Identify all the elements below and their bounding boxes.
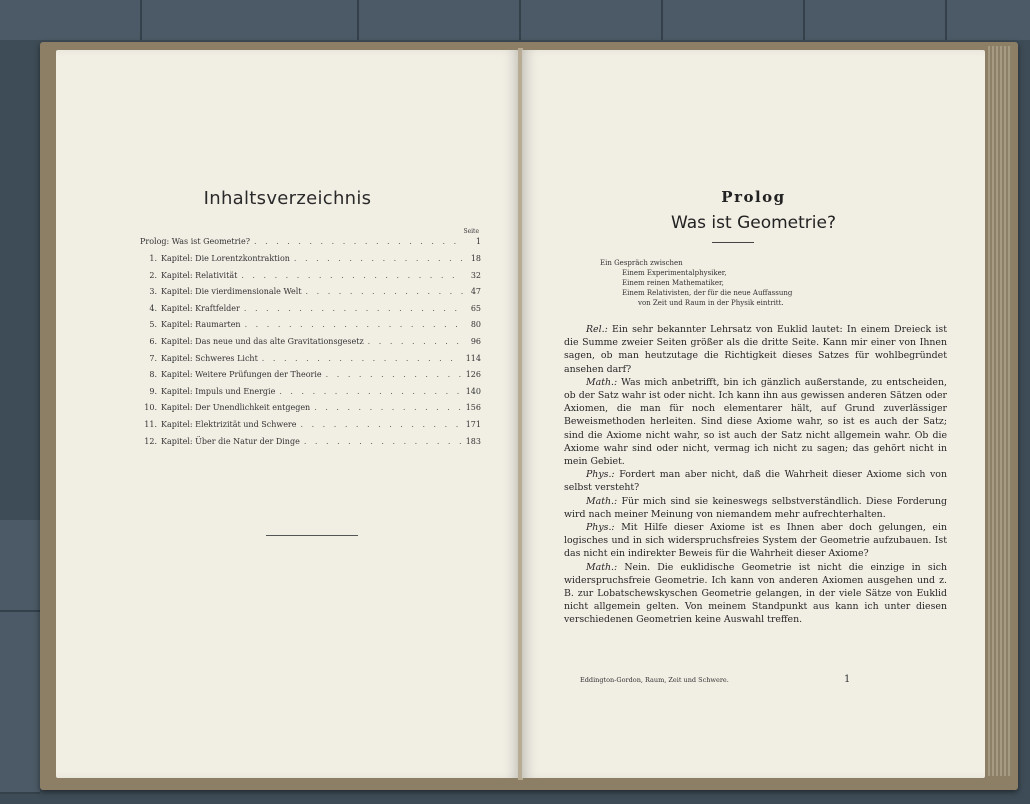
paragraph-text: Ein sehr bekannter Lehrsatz von Euklid lautet: In einem Dreieck ist die Summe zweier Seiten größer als die dritte Seite. Kann mir einer von Ihnen sagen, ob man heutzutage die Richtigkeit dieses Satzes für wohlbegründet ansehen darf? xyxy=(564,324,948,375)
toc-leader-dots xyxy=(304,437,462,446)
toc-row xyxy=(140,420,481,437)
toc-num: 5. xyxy=(149,320,157,330)
toc-page: 80 xyxy=(470,320,481,330)
toc-row xyxy=(140,271,481,288)
toc-num: 8. xyxy=(149,370,157,380)
toc-page: 65 xyxy=(470,303,481,313)
toc-leader-dots xyxy=(306,287,463,296)
toc-row xyxy=(140,320,481,337)
page-edges xyxy=(988,46,1012,776)
participant-line: Einem Experimentalphysiker, xyxy=(622,269,727,277)
paragraph-text: Nein. Die euklidische Geometrie ist nicht die einzige in sich widerspruchsfreie Geometrie. Ich kann von anderen Axiomen ausgehen und z. B. zur Lobatschewskyschen Geometrie gelangen, in der viele Sätze von Euklid nicht allgemein gelten. Von meinem Standpunkt aus kann ich unter diesen verschiedenen Geometrien keine Auswahl treffen. xyxy=(564,561,947,626)
dialog-body xyxy=(564,323,947,627)
toc-label: Kapitel: Der Unendlichkeit entgegen xyxy=(161,403,311,413)
prolog-heading: Prolog xyxy=(721,188,786,206)
toc-page: 126 xyxy=(465,370,481,380)
toc-leader-dots xyxy=(241,271,463,280)
speaker-label: Math.: xyxy=(586,561,618,573)
toc-leader-dots xyxy=(244,304,463,313)
toc-num: 10. xyxy=(144,403,157,413)
background-tile xyxy=(947,0,1030,40)
dialog-paragraph xyxy=(564,561,947,627)
chapter-title: Was ist Geometrie? xyxy=(671,213,836,233)
toc-leader-dots xyxy=(368,337,463,346)
toc-row xyxy=(140,387,481,404)
toc-page: 140 xyxy=(465,386,481,396)
toc-leader-dots xyxy=(326,370,462,379)
toc-page: 156 xyxy=(465,403,481,413)
paragraph-text: Was mich anbetrifft, bin ich gänzlich außerstande, zu entscheiden, ob der Satz wahr ist oder nicht. Ich kann ihn aus gewissen anderen Sätzen oder Axiomen, die man für noch elementarer hält, auf Grund zuverlässiger Beweismethoden herleiten. Sind diese Axiome wahr, so ist es auch der Satz; sind die Axiome nicht wahr, so ist auch der Satz nicht allgemein wahr. Ob die Axiome wahr sind oder nicht, vermag ich nicht zu sagen; das gehört nicht in mein Gebiet. xyxy=(564,376,947,468)
background-tile xyxy=(0,612,40,794)
speaker-label: Rel.: xyxy=(586,324,608,335)
speaker-label: Phys.: xyxy=(586,522,615,534)
toc-page: 171 xyxy=(465,419,481,429)
toc-row xyxy=(140,304,481,321)
toc-page: 18 xyxy=(470,254,481,263)
speaker-label: Math.: xyxy=(586,495,618,507)
toc-num: 6. xyxy=(149,336,157,346)
toc-leader-dots xyxy=(279,387,461,396)
toc-num: 3. xyxy=(149,287,157,297)
toc-num: 2. xyxy=(149,270,157,280)
participant-line: Einem reinen Mathematiker, xyxy=(622,279,724,287)
right-page xyxy=(522,50,985,778)
toc-num: 4. xyxy=(149,303,157,313)
toc-page: 183 xyxy=(465,436,481,446)
background-tile xyxy=(359,0,521,40)
background-tile xyxy=(142,0,359,40)
paragraph-text: Fordert man aber nicht, daß die Wahrheit dieser Axiome sich von selbst versteht? xyxy=(564,469,947,494)
toc-row xyxy=(140,403,481,420)
toc-label: Kapitel: Über die Natur der Dinge xyxy=(161,436,300,446)
divider-rule xyxy=(266,535,358,536)
toc-row xyxy=(140,354,481,371)
toc-label: Kapitel: Die vierdimensionale Welt xyxy=(161,287,302,297)
left-page xyxy=(56,50,519,778)
toc-list xyxy=(140,254,481,453)
toc-page: 114 xyxy=(465,353,481,363)
toc-row xyxy=(140,437,481,454)
toc-leader-dots xyxy=(254,237,463,246)
background-tile xyxy=(0,520,40,612)
toc-prolog-page: 1 xyxy=(475,237,481,246)
toc-num: 1. xyxy=(149,254,157,263)
toc-num: 9. xyxy=(149,386,157,396)
toc-row xyxy=(140,337,481,354)
toc-row xyxy=(140,370,481,387)
speaker-label: Phys.: xyxy=(586,469,615,481)
toc-label: Kapitel: Weitere Prüfungen der Theorie xyxy=(161,370,322,380)
toc-num: 7. xyxy=(149,353,157,363)
toc-label: Kapitel: Relativität xyxy=(161,270,238,280)
participant-line: Einem Relativisten, der für die neue Auffassung xyxy=(622,289,793,297)
dialog-paragraph xyxy=(564,376,947,468)
toc-leader-dots xyxy=(294,254,463,263)
background-tile xyxy=(663,0,805,40)
participants-list xyxy=(622,268,792,308)
background-tile xyxy=(521,0,663,40)
toc-leader-dots xyxy=(301,420,462,429)
page-footer: Eddington-Gordon, Raum, Zeit und Schwere. xyxy=(580,676,729,684)
dialog-intro: Ein Gespräch zwischen xyxy=(600,259,683,267)
dialog-paragraph xyxy=(564,323,947,376)
toc-leader-dots xyxy=(262,354,462,363)
toc-leader-dots xyxy=(245,320,463,329)
toc-label: Kapitel: Elektrizität und Schwere xyxy=(161,419,297,429)
toc-prolog-label: Prolog: Was ist Geometrie? xyxy=(140,237,251,246)
paragraph-text: Mit Hilfe dieser Axiome ist es Ihnen aber doch gelungen, ein logisches und in sich widerspruchsfreies System der Geometrie aufzubauen. Ist das nicht ein indirekter Beweis für die Wahrheit dieser Axiome? xyxy=(564,522,947,560)
title-rule xyxy=(712,242,754,243)
toc-label: Kapitel: Schweres Licht xyxy=(161,353,258,363)
toc-label: Kapitel: Die Lorentzkontraktion xyxy=(161,254,290,263)
page-number: 1 xyxy=(844,674,851,685)
participant-line: von Zeit und Raum in der Physik eintritt. xyxy=(638,299,784,307)
toc-row xyxy=(140,287,481,304)
paragraph-text: Für mich sind sie keineswegs selbstverständlich. Diese Forderung wird nach meiner Meinung von niemandem mehr aufrechterhalten. xyxy=(564,495,947,520)
toc-row xyxy=(140,254,481,271)
toc-title: Inhaltsverzeichnis xyxy=(203,188,372,209)
background-tile xyxy=(805,0,947,40)
toc-label: Kapitel: Impuls und Energie xyxy=(161,386,276,396)
dialog-paragraph xyxy=(564,468,947,494)
toc-page: 32 xyxy=(470,270,481,280)
toc-page: 47 xyxy=(470,287,481,297)
toc-leader-dots xyxy=(314,403,462,412)
toc-num: 12. xyxy=(144,436,157,446)
toc-prolog-row xyxy=(140,237,481,246)
seite-label: Seite xyxy=(463,228,479,235)
dialog-paragraph xyxy=(564,495,947,521)
toc-page: 96 xyxy=(470,336,481,346)
toc-label: Kapitel: Raumarten xyxy=(161,320,241,330)
toc-label: Kapitel: Das neue und das alte Gravitationsgesetz xyxy=(161,336,364,346)
toc-num: 11. xyxy=(144,419,157,429)
toc-label: Kapitel: Kraftfelder xyxy=(161,303,240,313)
speaker-label: Math.: xyxy=(586,376,618,388)
dialog-paragraph xyxy=(564,521,947,561)
background-tile xyxy=(0,0,142,40)
